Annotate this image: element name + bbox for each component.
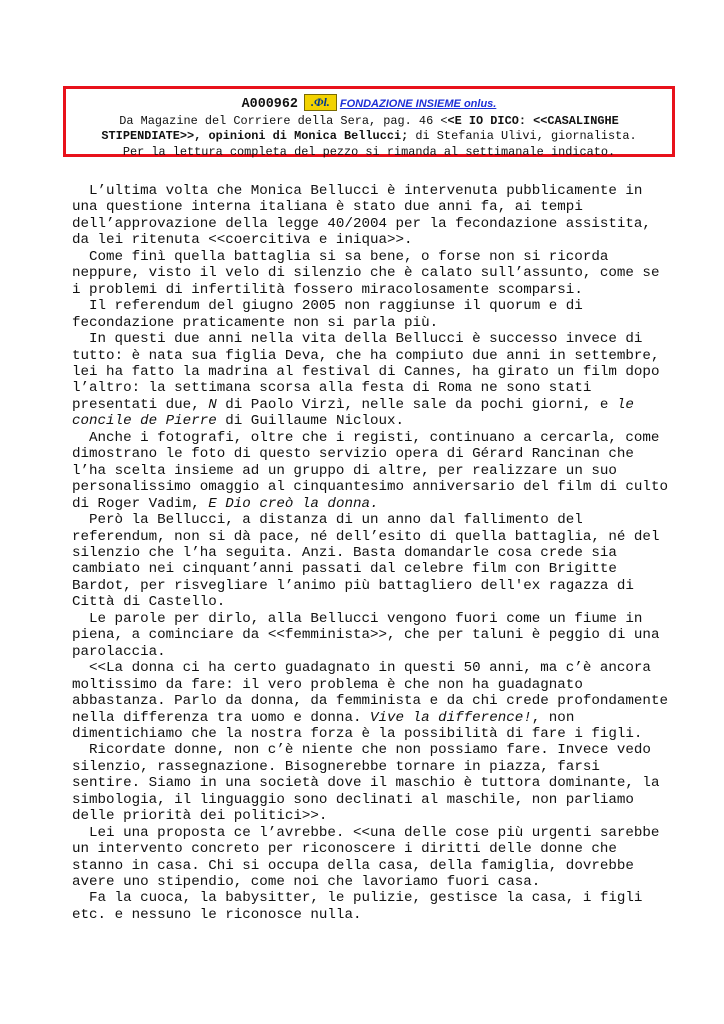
paragraph-8-text-a: <<La donna ci ha certo guadagnato in questi 50 anni, ma c’è ancora moltissimo da fare: il vero problema è che non ha guadagnato abbastanza. Parlo da donna, da femminista e da chi crede profondamente nella differenza tra uomo e donna. [72, 660, 668, 726]
film-title-dio: E Dio creò la donna. [208, 495, 379, 512]
paragraph-1: L’ultima volta che Monica Bellucci è intervenuta pubblicamente in una questione interna italiana è stato due anni fa, ai tempi dell’approvazione della legge 40/2004 per la fecondazione assistita, da lei ritenuta <<coercitiva e iniqua>>. [72, 183, 651, 249]
header-note-line: Per la lettura completa del pezzo si rimanda al settimanale indicato. [122, 144, 616, 159]
author-text: di Stefania Ulivi, giornalista. [408, 129, 637, 144]
paragraph-4-text-a: In questi due anni nella vita della Bellucci è successo invece di tutto: è nata sua figlia Deva, che ha compiuto due anni in settembre, lei ha fatto la madrina al festival di Cannes, ha girato un film dopo l’altro: la settimana scorsa alla festa di Roma ne sono stati presentati due, [72, 331, 660, 413]
paragraph-5 [72, 430, 672, 512]
paragraph-10: Lei una proposta ce l’avrebbe. <<una delle cose più urgenti sarebbe un intervento concreto per riconoscere i diritti delle donne che stanno in casa. Chi si occupa della casa, della famiglia, dovrebbe avere uno stipendio, come noi che lavoriamo fuori casa. [72, 824, 660, 891]
paragraph-2: Come finì quella battaglia si sa bene, o forse non si ricorda neppure, visto il velo di silenzio che è calato sull’assunto, come se i problemi di infertilità fossero miracolosamente scomparsi. [72, 248, 660, 298]
header-headline-line [66, 129, 672, 145]
article-body [72, 183, 672, 923]
header-box [63, 86, 675, 157]
paragraph-4-text-b: di Paolo Virzì, nelle sale da pochi giorni, e [216, 396, 617, 413]
header-source-line [66, 114, 672, 130]
paragraph-7: Le parole per dirlo, alla Bellucci vengono fuori come un fiume in piena, a cominciare da <<femminista>>, che per taluni è peggio di una parolaccia. [72, 610, 660, 660]
header-title-line [66, 96, 672, 114]
headline-text: <E IO DICO: <<CASALINGHE [447, 113, 619, 128]
quote-vive-la-difference: Vive la difference! [370, 709, 532, 726]
document-code: A000962 [241, 97, 298, 112]
paragraph-8 [72, 660, 672, 742]
foundation-link[interactable]: FONDAZIONE INSIEME onlus. [339, 98, 497, 110]
paragraph-4-text-c: di Guillaume Nicloux. [216, 413, 405, 430]
paragraph-6: Però la Bellucci, a distanza di un anno dal fallimento del referendum, non si dà pace, né dell’esito di quella battaglia, né del silenzio che l’ha seguita. Anzi. Basta domandarle cosa crede sia cambiato nei cinquant’anni passati dal celebre film con Brigitte Bardot, per risvegliare l’animo più battagliero dell'ex ragazza di Città di Castello. [72, 512, 660, 611]
film-title-concile: le concile de Pierre [72, 396, 634, 430]
paragraph-11: Fa la cuoca, la babysitter, le pulizie, gestisce la casa, i figli etc. e nessuno le riconosce nulla. [72, 890, 643, 923]
foundation-logo-icon: .Φl. [304, 94, 337, 111]
paragraph-9: Ricordate donne, non c’è niente che non possiamo fare. Invece vedo silenzio, rassegnazione. Bisognerebbe tornare in piazza, farsi sentire. Siamo in una società dove il maschio è tuttora dominante, la simbologia, il linguaggio sono declinati al maschile, non parliamo delle priorità dei politici>>. [72, 742, 660, 825]
paragraph-5-text: Anche i fotografi, oltre che i registi, continuano a cercarla, come dimostrano le foto di questo servizio opera di Gérard Rancinan che l’ha scelta insieme ad un gruppo di altre, per realizzare un suo personalissimo omaggio al cinquantesimo anniversario del film di culto di Roger Vadim, [72, 429, 668, 512]
headline-text-cont: STIPENDIATE>>, opinioni di Monica Bellucci; [101, 129, 409, 144]
paragraph-8-text-b: , non dimentichiamo che la nostra forza è la possibilità di fare i figli. [72, 709, 643, 742]
paragraph-3: Il referendum del giugno 2005 non raggiunse il quorum e di fecondazione praticamente non si parla più. [72, 298, 583, 331]
source-text: Da Magazine del Corriere della Sera, pag. 46 < [119, 113, 448, 128]
film-title-n: N [208, 396, 217, 413]
paragraph-4 [72, 331, 672, 430]
